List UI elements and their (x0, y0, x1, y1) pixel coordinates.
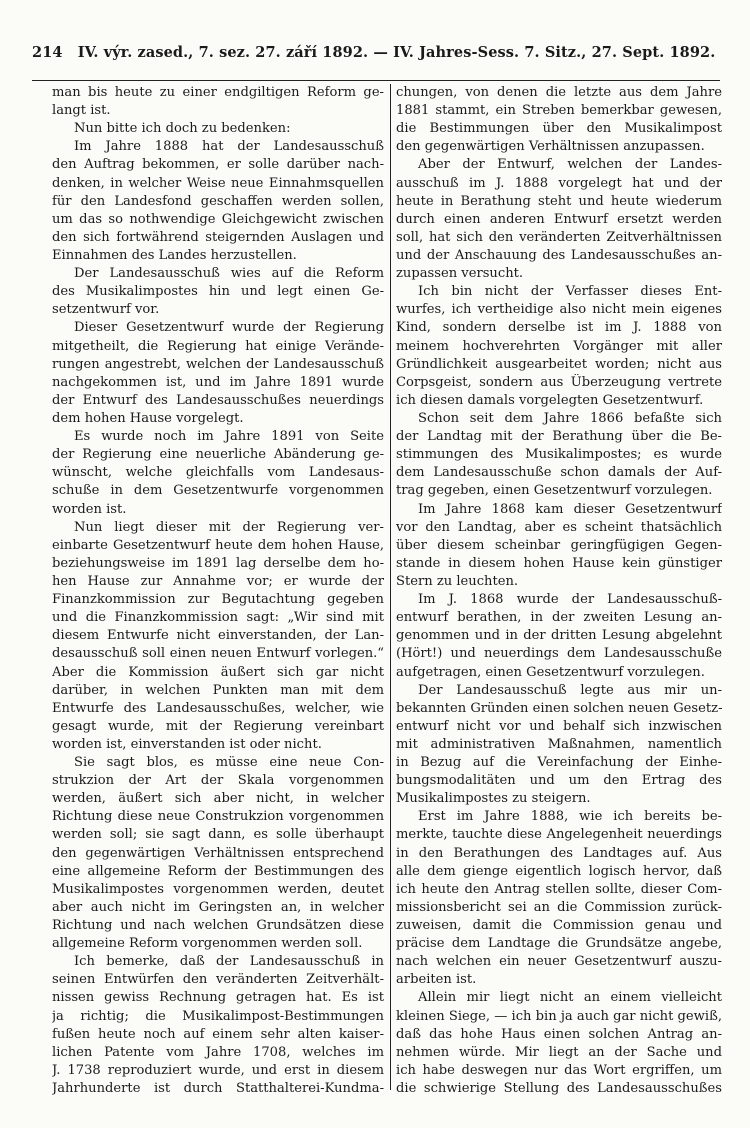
text-line: Gründlichkeit ausgearbeitet worden; nicht aus (396, 356, 722, 372)
text-line: Im Jahre 1888 hat der Landesausschuß (74, 139, 384, 155)
text-line: bungsmodalitäten und um den Ertrag des (396, 773, 722, 789)
text-line: Es wurde noch im Jahre 1891 von Seite (74, 429, 384, 445)
text-line: Aber der Entwurf, welchen der Landes- (418, 157, 722, 173)
text-line: werden soll; sie sagt dann, es solle überhaupt (52, 827, 384, 843)
text-line: die Bestimmungen über den Musikalimpost (396, 121, 722, 137)
text-line: rungen angestrebt, welchen der Landesausschuß (52, 356, 384, 372)
text-line: Jahrhunderte ist durch Statthalterei-Kundma- (52, 1081, 384, 1097)
page-number: 214 (32, 44, 63, 61)
text-line: daß das hohe Haus einen solchen Antrag an- (396, 1026, 722, 1042)
text-line: Nun liegt dieser mit der Regierung ver- (74, 519, 384, 535)
text-line: mit administrativen Maßnahmen, namentlich (396, 736, 722, 752)
text-line: zuweisen, damit die Commission genau und (396, 918, 722, 934)
text-line: gesagt wurde, mit der Regierung vereinbart (52, 718, 384, 734)
text-line: denken, in welcher Weise neue Einnahmsquellen (52, 175, 384, 191)
running-header (32, 44, 722, 70)
text-line: Der Landesausschuß wies auf die Reform (74, 266, 384, 282)
text-line: merkte, tauchte diese Angelegenheit neuerdings (396, 827, 722, 843)
text-line: Entwurfe des Landesausschußes, welcher, wie (52, 700, 384, 716)
text-line: Im Jahre 1868 kam dieser Gesetzentwurf (418, 501, 722, 517)
text-line: stande in diesem hohen Hause kein günstiger (396, 555, 722, 571)
text-line: und der Anschauung des Landesausschußes an- (396, 247, 722, 263)
text-line: wünscht, welche gleichfalls vom Landesaus- (52, 465, 384, 481)
text-line: Erst im Jahre 1888, wie ich bereits be- (418, 809, 722, 825)
text-line: hen Hause zur Annahme vor; er wurde der (52, 573, 384, 589)
text-line: soll, hat sich den veränderten Zeitverhältnissen (396, 229, 722, 245)
text-line: 1881 stammt, ein Streben bemerkbar gewesen, (396, 103, 722, 119)
text-line: allgemeine Reform vorgenommen werden soll. (52, 936, 363, 952)
text-line: Finanzkommission zur Begutachtung gegeben (52, 592, 384, 608)
text-line: nach welchen ein neuer Gesetzentwurf auszu- (396, 954, 722, 970)
text-line: missionsbericht sei an die Commission zurück- (396, 899, 722, 915)
text-line: nachgekommen ist, und im Jahre 1891 wurde (52, 374, 384, 390)
text-line: entwurf nicht vor und behalf sich inzwischen (396, 718, 722, 734)
text-line: fußen heute noch auf einem sehr alten kaiser- (52, 1026, 384, 1042)
text-line: Musikalimpostes zu steigern. (396, 791, 591, 807)
text-line: Im J. 1868 wurde der Landesausschuß- (418, 592, 722, 608)
text-line: für den Landesfond geschaffen werden sollen, (52, 193, 384, 209)
text-line: Allein mir liegt nicht an einem vielleicht (418, 990, 722, 1006)
text-line: stimmungen des Musikalimpostes; es wurde (396, 447, 722, 463)
text-line: mitgetheilt, die Regierung hat einige Verände- (52, 338, 384, 354)
text-line: aber auch nicht im Geringsten an, in welcher (52, 899, 384, 915)
text-line: arbeiten ist. (396, 972, 477, 988)
text-line: beziehungsweise im 1891 lag derselbe dem ho- (52, 555, 384, 571)
text-line: (Hört!) und neuerdings dem Landesausschuße (396, 646, 722, 662)
text-line: der Regierung eine neuerliche Abänderung ge- (52, 447, 384, 463)
text-line: Dieser Gesetzentwurf wurde der Regierung (74, 320, 384, 336)
text-line: trag gegeben, einen Gesetzentwurf vorzulegen. (396, 483, 713, 499)
text-line: über diesem scheinbar geringfügigen Gegen- (396, 537, 722, 553)
text-line: ja richtig; die Musikalimpost-Bestimmungen (52, 1008, 384, 1024)
text-line: setzentwurf vor. (52, 302, 160, 318)
right-column (396, 84, 722, 1098)
text-line: ich diesen damals vorgelegten Gesetzentwurf. (396, 392, 704, 408)
text-line: desausschuß soll einen neuen Entwurf vorlegen.“ (52, 646, 384, 662)
text-line: werden, äußert sich aber nicht, in welcher (52, 791, 384, 807)
text-line: darüber, in welchen Punkten man mit dem (52, 682, 384, 698)
header-title: IV. výr. zased., 7. sez. 27. září 1892. — IV. Jahres-Sess. 7. Sitz., 27. Sept. 1892. (77, 44, 716, 61)
text-line: Stern zu leuchten. (396, 573, 519, 589)
text-line: ich habe deswegen nur das Wort ergriffen, um (396, 1062, 722, 1078)
text-line: ich heute den Antrag stellen sollte, dieser Com- (396, 881, 722, 897)
text-line: in Bezug auf die Vereinfachung der Einhe- (396, 755, 722, 771)
text-line: der Landtag mit der Berathung über die Be- (396, 429, 722, 445)
text-line: strukzion der Art der Skala vorgenommen (52, 773, 384, 789)
text-line: genommen und in der dritten Lesung abgelehnt (396, 628, 722, 644)
text-line: aufgetragen, einen Gesetzentwurf vorzulegen. (396, 664, 705, 680)
text-line: nissen gewiss Rechnung getragen hat. Es ist (52, 990, 384, 1006)
text-line: worden ist, einverstanden ist oder nicht. (52, 736, 322, 752)
text-line: Ich bin nicht der Verfasser dieses Ent- (418, 284, 722, 300)
text-line: Kind, sondern derselbe ist im J. 1888 von (396, 320, 722, 336)
text-line: durch einen anderen Entwurf ersetzt werden (396, 211, 722, 227)
left-column (52, 84, 384, 1098)
text-line: Richtung und nach welchen Grundsätzen diese (52, 918, 384, 934)
text-line: kleinen Siege, — ich bin ja auch gar nicht gewiß, (396, 1008, 722, 1024)
text-line: den gegenwärtigen Verhältnissen entsprechend (52, 845, 384, 861)
text-line: den gegenwärtigen Verhältnissen anzupassen. (396, 139, 705, 155)
text-line: wurfes, ich vertheidige also nicht mein eigenes (396, 302, 722, 318)
text-line: Der Landesausschuß legte aus mir un- (418, 682, 722, 698)
text-line: Nun bitte ich doch zu bedenken: (74, 121, 291, 137)
text-line: dem hohen Hause vorgelegt. (52, 410, 244, 426)
text-line: meinem hochverehrten Vorgänger mit aller (396, 338, 722, 354)
text-line: chungen, von denen die letzte aus dem Jahre (396, 85, 722, 100)
text-line: Sie sagt blos, es müsse eine neue Con- (74, 755, 384, 771)
text-line: ausschuß im J. 1888 vorgelegt hat und der (396, 175, 722, 191)
text-line: diesem Entwurfe nicht einverstanden, der Lan- (52, 628, 384, 644)
text-line: seinen Entwürfen den veränderten Zeitverhält- (52, 972, 384, 988)
text-line: bekannten Gründen einen solchen neuen Gesetz- (396, 700, 722, 716)
text-line: Richtung diese neue Construkzion vorgenommen (52, 809, 384, 825)
text-line: präcise dem Landtage die Grundsätze angebe, (396, 936, 722, 952)
text-line: J. 1738 reproduziert wurde, und erst in diesem (52, 1062, 384, 1078)
text-line: der Entwurf des Landesausschußes neuerdings (52, 392, 384, 408)
text-line: alle dem gienge eigentlich logisch hervor, daß (396, 863, 722, 879)
text-line: Musikalimpostes vorgenommen werden, deutet (52, 881, 384, 897)
text-line: Einnahmen des Landes herzustellen. (52, 247, 297, 263)
text-line: nehmen würde. Mir liegt an der Sache und (396, 1044, 722, 1060)
text-line: lichen Patente vom Jahre 1708, welches im (52, 1044, 384, 1060)
text-line: Aber die Kommission äußert sich gar nicht (52, 664, 384, 680)
text-line: vor den Landtag, aber es scheint thatsächlich (396, 519, 722, 535)
text-line: in den Berathungen des Landtages auf. Aus (396, 845, 722, 861)
text-line: einbarte Gesetzentwurf heute dem hohen Hause, (52, 537, 384, 553)
text-line: eine allgemeine Reform der Bestimmungen des (52, 863, 384, 879)
text-line: zupassen versucht. (396, 266, 524, 282)
text-line: Schon seit dem Jahre 1866 befaßte sich (418, 410, 722, 426)
text-line: man bis heute zu einer endgiltigen Reform ge- (52, 85, 384, 100)
text-line: den sich fortwährend steigernden Auslagen und (52, 229, 384, 245)
text-line: den Auftrag bekommen, er solle darüber nach- (52, 157, 384, 173)
text-line: des Musikalimpostes hin und legt einen Ge- (52, 284, 384, 300)
text-line: die schwierige Stellung des Landesausschußes (396, 1081, 722, 1097)
text-line: langt ist. (52, 103, 111, 119)
text-line: und die Finanzkommission sagt: „Wir sind mit (52, 610, 384, 626)
text-line: heute in Berathung steht und heute wiederum (396, 193, 722, 209)
text-line: Corpsgeist, sondern aus Überzeugung vertrete (396, 374, 722, 390)
header-rule (32, 80, 720, 81)
text-line: dem Landesausschuße schon damals der Auf- (396, 465, 722, 481)
column-divider (390, 84, 391, 1090)
text-line: um das so nothwendige Gleichgewicht zwischen (52, 211, 384, 227)
text-line: worden ist. (52, 501, 127, 517)
text-line: schuße in dem Gesetzentwurfe vorgenommen (52, 483, 384, 499)
text-line: entwurf berathen, in der zweiten Lesung an- (396, 610, 722, 626)
text-line: Ich bemerke, daß der Landesausschuß in (74, 954, 384, 970)
